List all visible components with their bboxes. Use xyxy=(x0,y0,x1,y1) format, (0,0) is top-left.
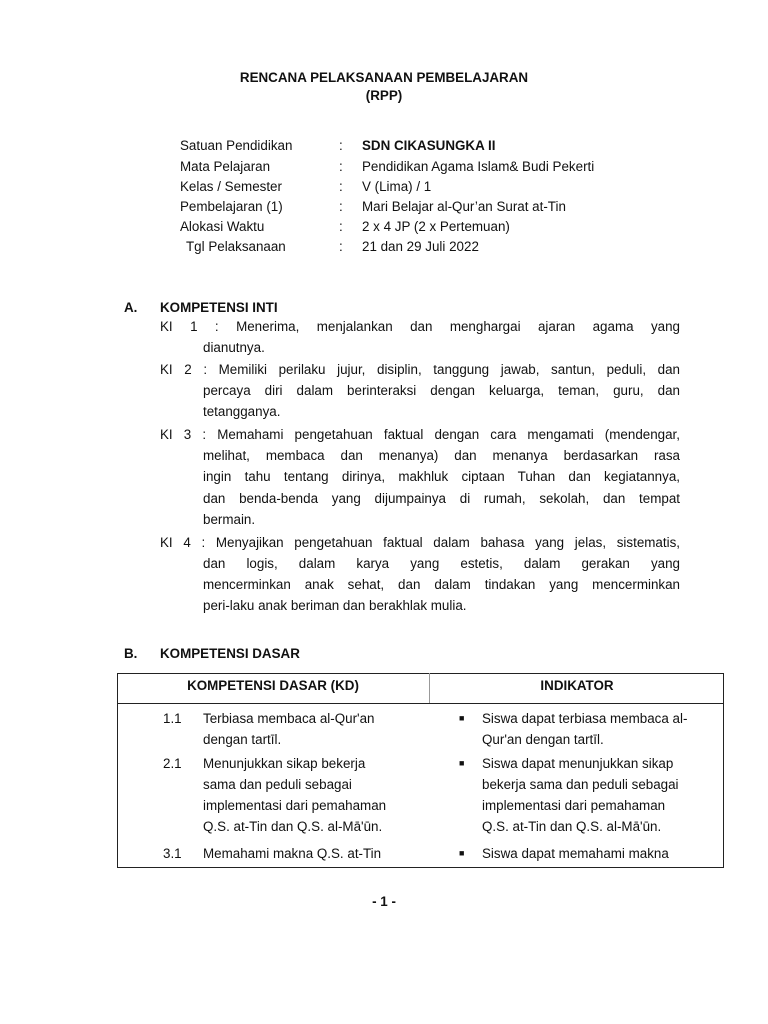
document-title: RENCANA PELAKSANAAN PEMBELAJARAN xyxy=(239,70,529,85)
ki-line: KI 2 : Memiliki perilaku jujur, disiplin, tanggung jawab, santun, peduli, dan xyxy=(160,362,680,377)
meta-label: Alokasi Waktu xyxy=(180,219,265,234)
meta-colon: : xyxy=(339,239,343,254)
meta-label: Mata Pelajaran xyxy=(180,159,271,174)
kd-number: 2.1 xyxy=(163,756,182,771)
indikator-text: Q.S. at-Tin dan Q.S. al-Mā'ūn. xyxy=(482,819,662,834)
section-b-letter: B. xyxy=(124,646,138,661)
indikator-text: Siswa dapat memahami makna xyxy=(482,846,669,861)
bullet-icon: ■ xyxy=(459,758,465,768)
section-b-title: KOMPETENSI DASAR xyxy=(160,646,300,661)
ki-line: dan benda-benda yang dijumpainya di rumah, sekolah, dan tempat xyxy=(203,491,680,506)
bullet-icon: ■ xyxy=(459,713,465,723)
kd-text: Q.S. at-Tin dan Q.S. al-Mā'ūn. xyxy=(203,819,383,834)
meta-label: Satuan Pendidikan xyxy=(180,138,293,153)
meta-colon: : xyxy=(339,138,343,153)
meta-value: Pendidikan Agama Islam& Budi Pekerti xyxy=(362,159,595,174)
meta-colon: : xyxy=(339,219,343,234)
ki-line: percaya diri dalam berinteraksi dengan keluarga, teman, guru, dan xyxy=(203,383,680,398)
page-number: - 1 - xyxy=(372,894,396,909)
kd-text: sama dan peduli sebagai xyxy=(203,777,352,792)
meta-value: Mari Belajar al-Qur’an Surat at-Tin xyxy=(362,199,566,214)
kd-text: Memahami makna Q.S. at-Tin xyxy=(203,846,382,861)
indikator-text: Siswa dapat terbiasa membaca al- xyxy=(482,711,688,726)
ki-line: KI 4 : Menyajikan pengetahuan faktual dalam bahasa yang jelas, sistematis, xyxy=(160,535,680,550)
meta-value: 2 x 4 JP (2 x Pertemuan) xyxy=(362,219,510,234)
table-header-kd: KOMPETENSI DASAR (KD) xyxy=(187,678,359,693)
meta-colon: : xyxy=(339,159,343,174)
kd-text: Terbiasa membaca al-Qur'an xyxy=(203,711,375,726)
ki-line: mencerminkan anak sehat, dan dalam tindakan yang mencerminkan xyxy=(203,577,680,592)
document-subtitle: (RPP) xyxy=(365,88,403,103)
ki-line: melihat, membaca dan menanya) dan menanya berdasarkan rasa xyxy=(203,448,680,463)
section-a-title: KOMPETENSI INTI xyxy=(160,300,278,315)
ki-line: dan logis, dalam karya yang estetis, dalam gerakan yang xyxy=(203,556,680,571)
ki-line: peri-laku anak beriman dan berakhlak mulia. xyxy=(203,598,467,613)
table-header-divider xyxy=(117,703,724,704)
meta-label: Pembelajaran (1) xyxy=(180,199,283,214)
meta-value: V (Lima) / 1 xyxy=(362,179,432,194)
section-a-letter: A. xyxy=(124,300,138,315)
indikator-text: implementasi dari pemahaman xyxy=(482,798,666,813)
kd-text: implementasi dari pemahaman xyxy=(203,798,387,813)
meta-value: 21 dan 29 Juli 2022 xyxy=(362,239,479,254)
ki-line: KI 3 : Memahami pengetahuan faktual dengan cara mengamati (mendengar, xyxy=(160,427,680,442)
ki-line: dianutnya. xyxy=(203,340,265,355)
bullet-icon: ■ xyxy=(459,848,465,858)
ki-line: bermain. xyxy=(203,512,256,527)
kd-number: 3.1 xyxy=(163,846,182,861)
ki-line: tetangganya. xyxy=(203,404,281,419)
kd-text: dengan tartīl. xyxy=(203,732,282,747)
meta-value: SDN CIKASUNGKA II xyxy=(362,138,496,153)
meta-label: Tgl Pelaksanaan xyxy=(186,239,286,254)
indikator-text: Qur'an dengan tartīl. xyxy=(482,732,604,747)
kd-number: 1.1 xyxy=(163,711,182,726)
meta-colon: : xyxy=(339,199,343,214)
table-header-indikator: INDIKATOR xyxy=(540,678,614,693)
indikator-text: Siswa dapat menunjukkan sikap xyxy=(482,756,674,771)
ki-line: KI 1 : Menerima, menjalankan dan menghargai ajaran agama yang xyxy=(160,319,680,334)
ki-line: ingin tahu tentang dirinya, makhluk ciptaan Tuhan dan kegiatannya, xyxy=(203,469,680,484)
indikator-text: bekerja sama dan peduli sebagai xyxy=(482,777,679,792)
kd-text: Menunjukkan sikap bekerja xyxy=(203,756,366,771)
meta-colon: : xyxy=(339,179,343,194)
meta-label: Kelas / Semester xyxy=(180,179,282,194)
